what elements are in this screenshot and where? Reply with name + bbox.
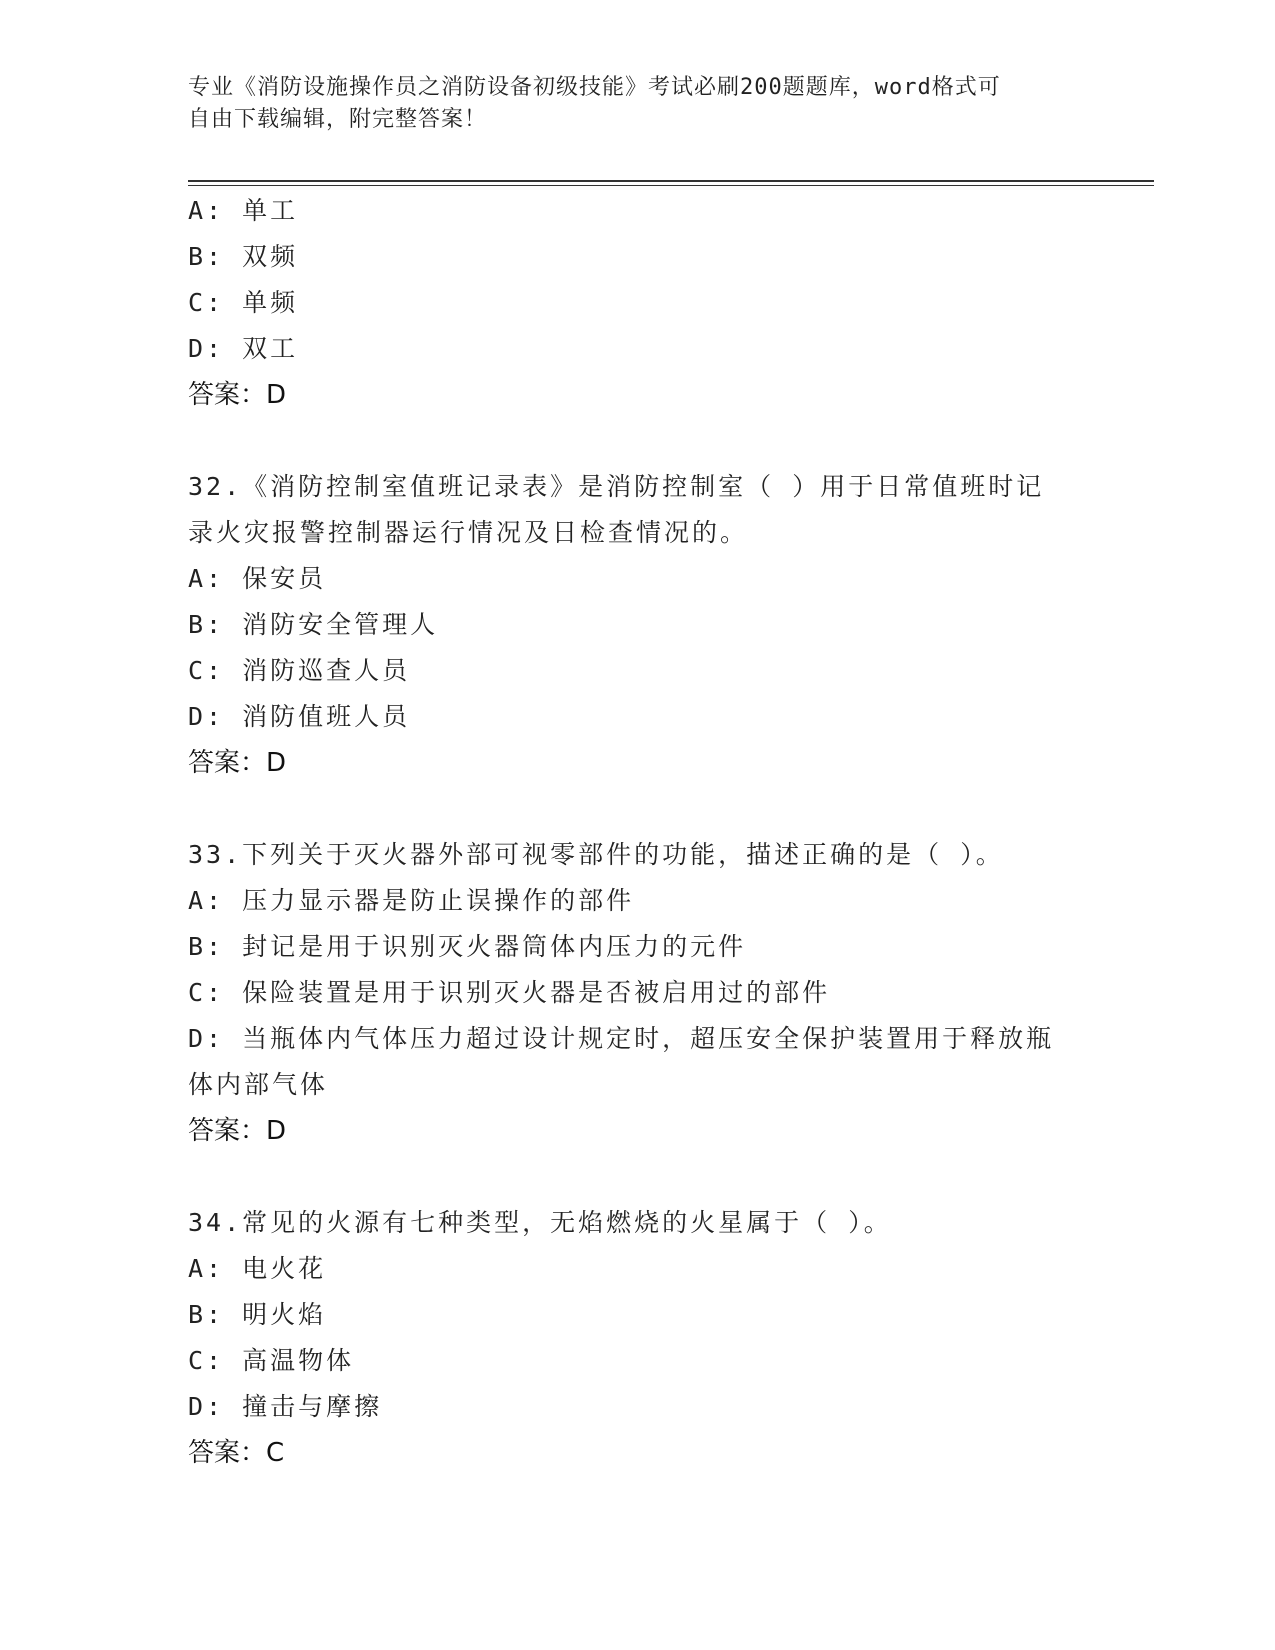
question-stem: 34.常见的火源有七种类型，无焰燃烧的火星属于（ ）。	[188, 1208, 892, 1237]
option-d: D: 当瓶体内气体压力超过设计规定时，超压安全保护装置用于释放瓶	[188, 1024, 1055, 1053]
header-line-1: 专业《消防设施操作员之消防设备初级技能》考试必刷200题题库，word格式可	[188, 75, 1001, 100]
option-c: C: 高温物体	[188, 1346, 355, 1375]
answer-label: 答案：C	[188, 1438, 285, 1468]
option-b: B: 明火焰	[188, 1300, 327, 1329]
question-31-options	[188, 188, 1088, 418]
question-content	[188, 188, 1088, 1476]
answer-label: 答案：D	[188, 1116, 287, 1146]
option-a: A: 保安员	[188, 564, 327, 593]
question-stem: 33.下列关于灭火器外部可视零部件的功能，描述正确的是（ ）。	[188, 840, 1004, 869]
header-divider	[188, 180, 1154, 186]
option-c: C: 保险装置是用于识别灭火器是否被启用过的部件	[188, 978, 831, 1007]
header-line-2: 自由下载编辑，附完整答案！	[188, 107, 488, 132]
option-a: A: 压力显示器是防止误操作的部件	[188, 886, 635, 915]
question-33	[188, 832, 1088, 1154]
option-a: A: 电火花	[188, 1254, 327, 1283]
option-c: C: 单频	[188, 288, 299, 317]
option-d: D: 双工	[188, 334, 299, 363]
option-b: B: 双频	[188, 242, 299, 271]
document-header	[188, 72, 1068, 136]
option-b: B: 封记是用于识别灭火器筒体内压力的元件	[188, 932, 747, 961]
option-c: C: 消防巡查人员	[188, 656, 411, 685]
question-32	[188, 464, 1088, 786]
question-stem: 32.《消防控制室值班记录表》是消防控制室（ ）用于日常值班时记	[188, 472, 1045, 501]
option-d: D: 撞击与摩擦	[188, 1392, 383, 1421]
option-d: D: 消防值班人员	[188, 702, 411, 731]
question-stem-cont: 录火灾报警控制器运行情况及日检查情况的。	[188, 518, 749, 547]
question-34	[188, 1200, 1088, 1476]
option-a: A: 单工	[188, 196, 299, 225]
option-d-cont: 体内部气体	[188, 1070, 329, 1099]
option-b: B: 消防安全管理人	[188, 610, 439, 639]
answer-label: 答案：D	[188, 380, 287, 410]
answer-label: 答案：D	[188, 748, 287, 778]
